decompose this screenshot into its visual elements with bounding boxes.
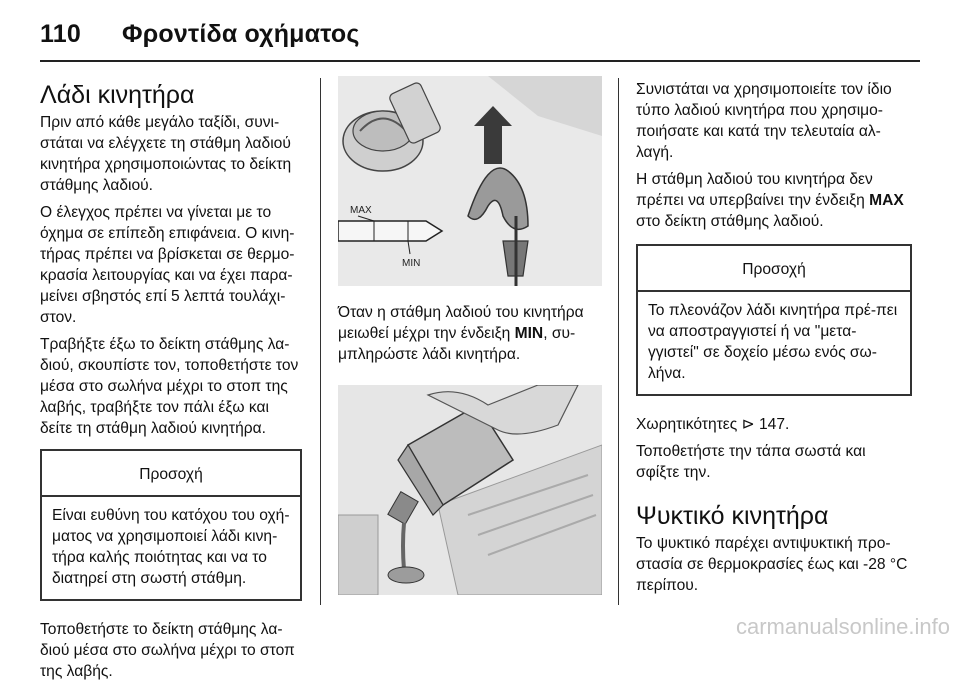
paragraph: Τοποθετήστε το δείκτη στάθμης λα-διού μέσα στο σωλήνα μέχρι το στοπ της λαβής. xyxy=(40,621,295,680)
caution-text: Το πλεονάζον λάδι κινητήρα πρέ-πει να αποστραγγιστεί ή να "μετα-γγιστεί" σε δοχείο μέσω ενός σω-λήνα. xyxy=(648,302,898,382)
capacities-reference: Χωρητικότητες ⊳ 147. xyxy=(636,416,790,433)
paragraph-text: Η στάθμη λαδιού του κινητήρα δεν πρέπει να υπερβαίνει την ένδειξη xyxy=(636,171,873,209)
paragraph: Πριν από κάθε μεγάλο ταξίδι, συνι-στάται να ελέγχετε τη στάθμη λαδιού κινητήρα χρησιμοποιώντας το δείκτη στάθμης λαδιού. xyxy=(40,114,292,194)
page-number: 110 xyxy=(40,20,81,48)
paragraph: Ο έλεγχος πρέπει να γίνεται με το όχημα σε επίπεδη επιφάνεια. Ο κινη-τήρας πρέπει να βρίσκεται σε θερμο-κρασία λειτουργίας και να έχει παρα-μείνει σβηστός επί 5 λεπτά τουλάχι-στον. xyxy=(40,204,295,326)
paragraph: Συνιστάται να χρησιμοποιείτε τον ίδιο τύπο λαδιού κινητήρα που χρησιμο-ποιήσατε και κατά την τελευταία αλ-λαγή. xyxy=(636,81,892,161)
figure-caption xyxy=(338,302,602,365)
watermark: carmanualsonline.info xyxy=(735,614,950,639)
caption-text: , συ-μπληρώστε λάδι κινητήρα. xyxy=(338,325,576,363)
paragraph: Το ψυκτικό παρέχει αντιψυκτική προ-στασία σε θερμοκρασίες έως και -28 °C περίπου. xyxy=(636,535,908,594)
paragraph: Τραβήξτε έξω το δείκτη στάθμης λα-διού, σκουπίστε τον, τοποθετήστε τον μέσα στο σωλήνα μέχρι το στοπ της λαβής, τραβήξτε τον πάλι έξω και δείτε τη στάθμη λαδιού κινητήρα. xyxy=(40,336,299,437)
caution-box xyxy=(40,449,302,601)
oil-refill-illustration xyxy=(338,385,602,595)
section-heading-coolant: Ψυκτικό κινητήρα xyxy=(636,502,829,530)
max-keyword: MAX xyxy=(869,192,904,209)
section-heading-engine-oil: Λάδι κινητήρα xyxy=(40,81,195,109)
min-mark-label: MIN xyxy=(402,258,421,269)
column-divider-2 xyxy=(618,78,619,605)
paragraph: Τοποθετήστε την τάπα σωστά και σφίξτε την. xyxy=(636,443,866,481)
caption-text: Όταν η στάθμη λαδιού του κινητήρα μειωθεί μέχρι την ένδειξη xyxy=(338,304,584,342)
header-rule xyxy=(40,60,920,62)
caution-text: Είναι ευθύνη του κατόχου του οχή-ματος να χρησιμοποιεί λάδι κινη-τήρα καλής ποιότητας και να το διατηρεί στη σωστή στάθμη. xyxy=(52,507,290,587)
paragraph-text: στο δείκτη στάθμης λαδιού. xyxy=(636,213,824,230)
filler-neck xyxy=(388,567,424,583)
caution-box xyxy=(636,244,912,396)
caution-title: Προσοχή xyxy=(42,451,300,497)
column-divider-1 xyxy=(320,78,321,605)
column-1 xyxy=(40,80,302,688)
column-2 xyxy=(338,76,602,595)
oil-stream xyxy=(403,523,404,570)
caption-min-keyword: MIN xyxy=(514,325,544,342)
dipstick-illustration xyxy=(338,76,602,286)
max-mark-label: MAX xyxy=(350,205,372,216)
oil-refill-drawing xyxy=(338,385,602,595)
column-3 xyxy=(636,79,912,602)
caution-title: Προσοχή xyxy=(638,246,910,292)
dipstick-drawing xyxy=(338,76,602,286)
paragraph xyxy=(636,169,912,232)
page-title: Φροντίδα οχήματος xyxy=(122,20,360,48)
